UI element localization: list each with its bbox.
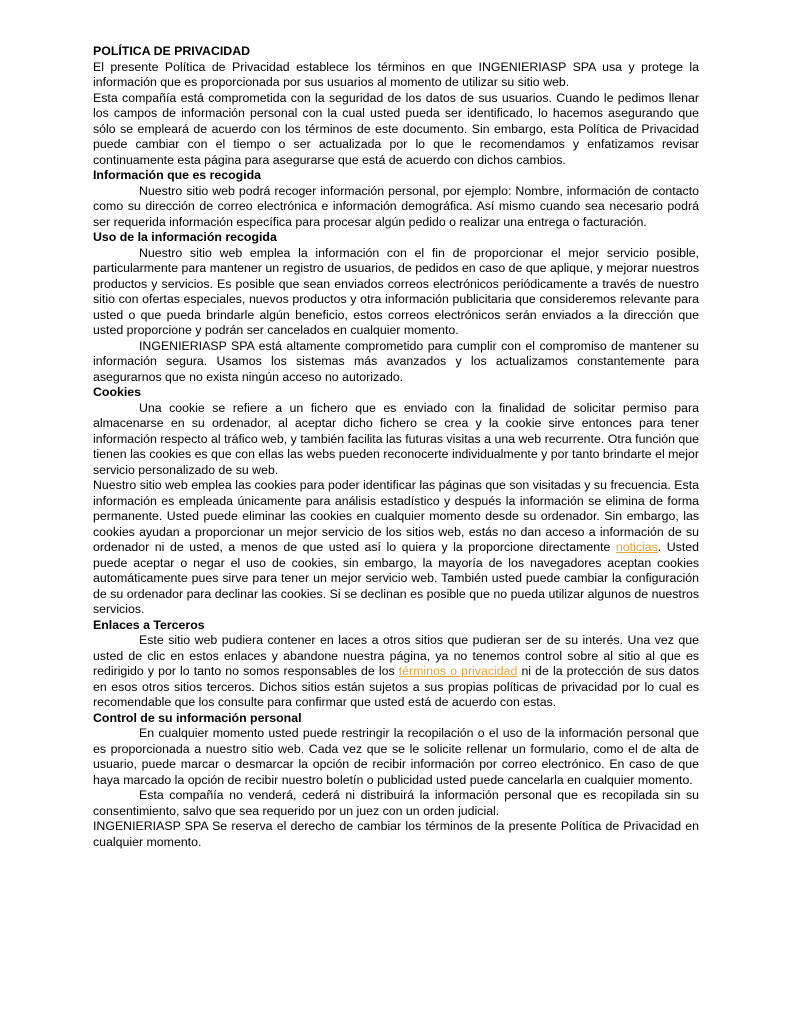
third-party-links-text-end: ni de la protección de sus datos en esos otros sitios terceros. Dichos sitios están sujetos a sus propias políticas de privacidad por lo cual es recomendable que los consulte para confirmar que usted está de acuerdo con estas. <box>93 664 699 709</box>
heading-third-party-links: Enlaces a Terceros <box>93 617 205 632</box>
document-title: POLÍTICA DE PRIVACIDAD <box>93 44 251 58</box>
heading-personal-info-control: Control de su información personal <box>93 710 302 725</box>
info-collected-paragraph: Nuestro sitio web podrá recoger información personal, por ejemplo: Nombre, información de contacto como su dirección de correo electrónica e información demográfica. Así mismo cuando sea necesario podrá ser requerida información específica para procesar algún pedido o realizar una entrega o facturación. <box>93 183 699 229</box>
terms-privacy-link[interactable]: términos o privacidad <box>398 664 518 678</box>
control-paragraph-1: En cualquier momento usted puede restringir la recopilación o el uso de la información personal que es proporcionada a nuestro sitio web. Cada vez que se le solicite rellenar un formulario, como el de alta de usuario, puede marcar o desmarcar la opción de recibir información por correo electrónico. En caso de que haya marcado la opción de recibir nuestro boletín o publicidad usted puede cancelarla en cualquier momento. <box>93 726 699 787</box>
cookies-paragraph-2-text-end: . Usted puede aceptar o negar el uso de cookies, sin embargo, la mayoría de los navegadores aceptan cookies automáticamente pues sirve para tener un mejor servicio web. También usted puede cambiar la configuración de su ordenador para declinar las cookies. Si se declinan es posible que no pueda utilizar algunos de nuestros servicios. <box>93 540 699 616</box>
info-use-paragraph-1: Nuestro sitio web emplea la información con el fin de proporcionar el mejor servicio posible, particularmente para mantener un registro de usuarios, de pedidos en caso de que aplique, y mejorar nuestros productos y servicios. Es posible que sean enviados correos electrónicos periódicamente a través de nuestro sitio con ofertas especiales, nuevos productos y otra información publicitaria que consideremos relevante para usted o que pueda brindarle algún beneficio, estos correos electrónicos serán enviados a la dirección que usted proporcione y podrán ser cancelados en cualquier momento. <box>93 245 699 337</box>
cookies-paragraph-1: Una cookie se refiere a un fichero que es enviado con la finalidad de solicitar permiso para almacenarse en su ordenador, al aceptar dicho fichero se crea y la cookie sirve entonces para tener información respecto al tráfico web, y también facilita las futuras visitas a una web recurrente. Otra función que tienen las cookies es que con ellas las webs pueden reconocerte individualmente y por tanto brindarte el mejor servicio personalizado de su web. <box>93 400 699 477</box>
third-party-links-text: Este sitio web pudiera contener en laces a otros sitios que pudieran ser de su interés. Una vez que usted de clic en estos enlaces y abandone nuestra página, ya no tenemos control sobre al sitio al que es redirigido y por lo tanto no somos responsables de los <box>93 633 699 678</box>
heading-info-use: Uso de la información recogida <box>93 230 277 244</box>
heading-cookies: Cookies <box>93 385 142 399</box>
heading-info-collected: Información que es recogida <box>93 168 262 182</box>
cookies-paragraph-2 <box>93 478 699 618</box>
noticias-link[interactable]: noticias <box>615 540 658 554</box>
control-paragraph-2: Esta compañía no venderá, cederá ni distribuirá la información personal que es recopilada sin su consentimiento, salvo que sea requerido por un juez con un orden judicial. <box>93 788 699 818</box>
cookies-paragraph-2-text: Nuestro sitio web emplea las cookies para poder identificar las páginas que son visitadas y su frecuencia. Esta información es empleada únicamente para análisis estadístico y después la información se elimina de forma permanente. Usted puede eliminar las cookies en cualquier momento desde su ordenador. Sin embargo, las cookies ayudan a proporcionar un mejor servicio de los sitios web, estás no dan acceso a información de su ordenador ni de usted, a menos de que usted así lo quiera y la proporcione directamente <box>93 478 699 554</box>
third-party-links-paragraph <box>93 633 699 711</box>
info-use-paragraph-2: INGENIERIASP SPA está altamente comprometido para cumplir con el compromiso de mantener su información segura. Usamos los sistemas más avanzados y los actualizamos constantemente para asegurarnos que no exista ningún acceso no autorizado. <box>93 338 699 384</box>
control-paragraph-3: INGENIERIASP SPA Se reserva el derecho de cambiar los términos de la presente Política de Privacidad en cualquier momento. <box>93 819 699 849</box>
intro-paragraph-1: El presente Política de Privacidad establece los términos en que INGENIERIASP SPA usa y protege la información que es proporcionada por sus usuarios al momento de utilizar su sitio web. <box>93 59 699 89</box>
document-page <box>93 44 699 850</box>
intro-paragraph-2: Esta compañía está comprometida con la seguridad de los datos de sus usuarios. Cuando le pedimos llenar los campos de información personal con la cual usted pueda ser identificado, lo hacemos asegurando que sólo se empleará de acuerdo con los términos de este documento. Sin embargo, esta Política de Privacidad puede cambiar con el tiempo o ser actualizada por lo que le recomendamos y enfatizamos revisar continuamente esta página para asegurarse que está de acuerdo con dichos cambios. <box>93 90 699 167</box>
